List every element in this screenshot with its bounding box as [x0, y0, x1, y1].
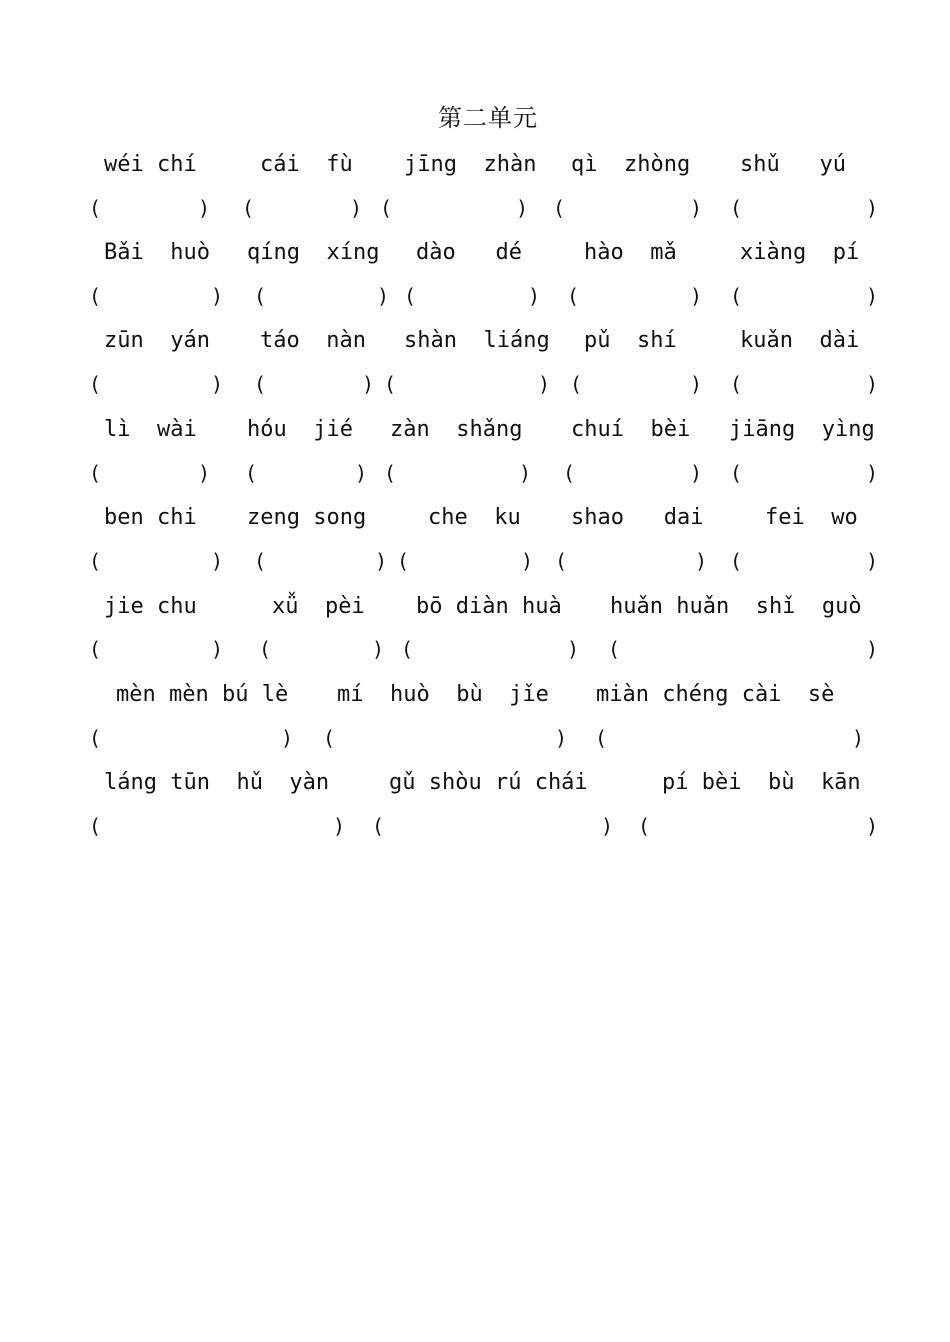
- answer-blank-close[interactable]: ): [866, 284, 879, 308]
- answer-blank-open[interactable]: (: [595, 726, 608, 750]
- answer-blank-open[interactable]: (: [254, 284, 267, 308]
- answer-blank-close[interactable]: ): [519, 461, 532, 485]
- answer-blank-close[interactable]: ): [375, 549, 388, 573]
- answer-blank-open[interactable]: (: [553, 196, 566, 220]
- answer-blank-open[interactable]: (: [397, 549, 410, 573]
- pinyin-row: [0, 150, 950, 180]
- answer-blank-close[interactable]: ): [567, 637, 580, 661]
- answer-blank-open[interactable]: (: [401, 637, 414, 661]
- answer-row: [0, 281, 950, 311]
- answer-blank-open[interactable]: (: [323, 726, 336, 750]
- answer-blank-close[interactable]: ): [690, 196, 703, 220]
- answer-blank-open[interactable]: (: [555, 549, 568, 573]
- pinyin-word: che ku: [428, 505, 521, 530]
- answer-blank-open[interactable]: (: [563, 461, 576, 485]
- pinyin-word: láng tūn hǔ yàn: [104, 770, 330, 795]
- answer-blank-close[interactable]: ): [690, 284, 703, 308]
- pinyin-word: mèn mèn bú lè: [116, 682, 289, 707]
- answer-blank-close[interactable]: ): [538, 372, 551, 396]
- answer-blank-open[interactable]: (: [254, 549, 267, 573]
- answer-blank-close[interactable]: ): [528, 284, 541, 308]
- answer-blank-close[interactable]: ): [516, 196, 529, 220]
- answer-blank-open[interactable]: (: [380, 196, 393, 220]
- pinyin-row: [0, 768, 950, 798]
- answer-blank-open[interactable]: (: [730, 196, 743, 220]
- answer-blank-open[interactable]: (: [384, 372, 397, 396]
- answer-blank-close[interactable]: ): [866, 637, 879, 661]
- page-title: 第二单元: [438, 104, 538, 132]
- answer-blank-open[interactable]: (: [730, 461, 743, 485]
- answer-blank-close[interactable]: ): [198, 461, 211, 485]
- answer-blank-open[interactable]: (: [404, 284, 417, 308]
- answer-blank-close[interactable]: ): [866, 372, 879, 396]
- answer-blank-close[interactable]: ): [866, 461, 879, 485]
- answer-blank-close[interactable]: ): [211, 549, 224, 573]
- pinyin-row: [0, 503, 950, 533]
- answer-blank-open[interactable]: (: [570, 372, 583, 396]
- answer-blank-open[interactable]: (: [254, 372, 267, 396]
- pinyin-word: cái fù: [260, 152, 353, 177]
- pinyin-word: zeng song: [247, 505, 367, 530]
- pinyin-word: ben chi: [104, 505, 197, 530]
- answer-blank-close[interactable]: ): [211, 372, 224, 396]
- answer-blank-close[interactable]: ): [377, 284, 390, 308]
- answer-blank-close[interactable]: ): [355, 461, 368, 485]
- pinyin-word: shao dai: [571, 505, 704, 530]
- answer-blank-close[interactable]: ): [695, 549, 708, 573]
- pinyin-word: mí huò bù jǐe: [337, 682, 549, 707]
- pinyin-word: wéi chí: [104, 152, 197, 177]
- pinyin-word: huǎn huǎn shǐ guò: [610, 594, 862, 619]
- answer-blank-open[interactable]: (: [245, 461, 258, 485]
- pinyin-word: pí bèi bù kān: [662, 770, 861, 795]
- pinyin-word: shǔ yú: [740, 152, 846, 177]
- pinyin-row: [0, 238, 950, 268]
- answer-blank-open[interactable]: (: [89, 284, 102, 308]
- answer-blank-close[interactable]: ): [372, 637, 385, 661]
- pinyin-word: xǚ pèi: [272, 594, 365, 619]
- pinyin-word: jīng zhàn: [404, 152, 537, 177]
- pinyin-word: zūn yán: [104, 328, 210, 353]
- answer-blank-close[interactable]: ): [866, 814, 879, 838]
- answer-blank-close[interactable]: ): [333, 814, 346, 838]
- pinyin-row: [0, 415, 950, 445]
- answer-blank-open[interactable]: (: [567, 284, 580, 308]
- pinyin-word: qì zhòng: [571, 152, 691, 177]
- answer-blank-open[interactable]: (: [89, 372, 102, 396]
- answer-blank-close[interactable]: ): [601, 814, 614, 838]
- answer-blank-close[interactable]: ): [362, 372, 375, 396]
- answer-blank-close[interactable]: ): [211, 284, 224, 308]
- pinyin-row: [0, 592, 950, 622]
- answer-blank-close[interactable]: ): [866, 549, 879, 573]
- answer-row: [0, 193, 950, 223]
- answer-blank-close[interactable]: ): [852, 726, 865, 750]
- answer-blank-close[interactable]: ): [198, 196, 211, 220]
- answer-blank-open[interactable]: (: [384, 461, 397, 485]
- pinyin-word: pǔ shí: [584, 328, 677, 353]
- answer-blank-open[interactable]: (: [89, 726, 102, 750]
- answer-blank-open[interactable]: (: [608, 637, 621, 661]
- answer-row: [0, 458, 950, 488]
- answer-blank-close[interactable]: ): [690, 461, 703, 485]
- answer-row: [0, 723, 950, 753]
- answer-row: [0, 634, 950, 664]
- pinyin-row: [0, 326, 950, 356]
- pinyin-word: fei wo: [765, 505, 858, 530]
- answer-blank-open[interactable]: (: [372, 814, 385, 838]
- answer-blank-close[interactable]: ): [521, 549, 534, 573]
- pinyin-word: jiāng yìng: [729, 417, 875, 442]
- pinyin-word: hóu jié: [247, 417, 353, 442]
- pinyin-word: lì wài: [104, 417, 197, 442]
- pinyin-word: gǔ shòu rú chái: [389, 770, 588, 795]
- answer-row: [0, 546, 950, 576]
- answer-blank-open[interactable]: (: [89, 637, 102, 661]
- answer-blank-close[interactable]: ): [555, 726, 568, 750]
- answer-row: [0, 369, 950, 399]
- pinyin-word: chuí bèi: [571, 417, 691, 442]
- pinyin-word: bō diàn huà: [416, 594, 562, 619]
- pinyin-word: táo nàn: [260, 328, 366, 353]
- answer-blank-open[interactable]: (: [730, 284, 743, 308]
- answer-blank-open[interactable]: (: [242, 196, 255, 220]
- pinyin-row: [0, 680, 950, 710]
- pinyin-word: shàn liáng: [404, 328, 550, 353]
- pinyin-word: qíng xíng: [247, 240, 380, 265]
- pinyin-word: zàn shǎng: [390, 417, 523, 442]
- answer-blank-open[interactable]: (: [89, 461, 102, 485]
- pinyin-word: jie chu: [104, 594, 197, 619]
- pinyin-word: Bǎi huò: [104, 240, 210, 265]
- answer-blank-open[interactable]: (: [259, 637, 272, 661]
- answer-blank-open[interactable]: (: [638, 814, 651, 838]
- answer-blank-close[interactable]: ): [211, 637, 224, 661]
- answer-blank-close[interactable]: ): [350, 196, 363, 220]
- answer-blank-open[interactable]: (: [89, 196, 102, 220]
- answer-blank-open[interactable]: (: [730, 372, 743, 396]
- answer-blank-close[interactable]: ): [690, 372, 703, 396]
- answer-blank-close[interactable]: ): [866, 196, 879, 220]
- answer-blank-close[interactable]: ): [281, 726, 294, 750]
- pinyin-word: kuǎn dài: [740, 328, 860, 353]
- pinyin-word: xiàng pí: [740, 240, 860, 265]
- pinyin-word: miàn chéng cài sè: [596, 682, 835, 707]
- answer-blank-open[interactable]: (: [89, 549, 102, 573]
- answer-blank-open[interactable]: (: [730, 549, 743, 573]
- answer-blank-open[interactable]: (: [89, 814, 102, 838]
- pinyin-word: hào mǎ: [584, 240, 677, 265]
- pinyin-word: dào dé: [416, 240, 522, 265]
- answer-row: [0, 811, 950, 841]
